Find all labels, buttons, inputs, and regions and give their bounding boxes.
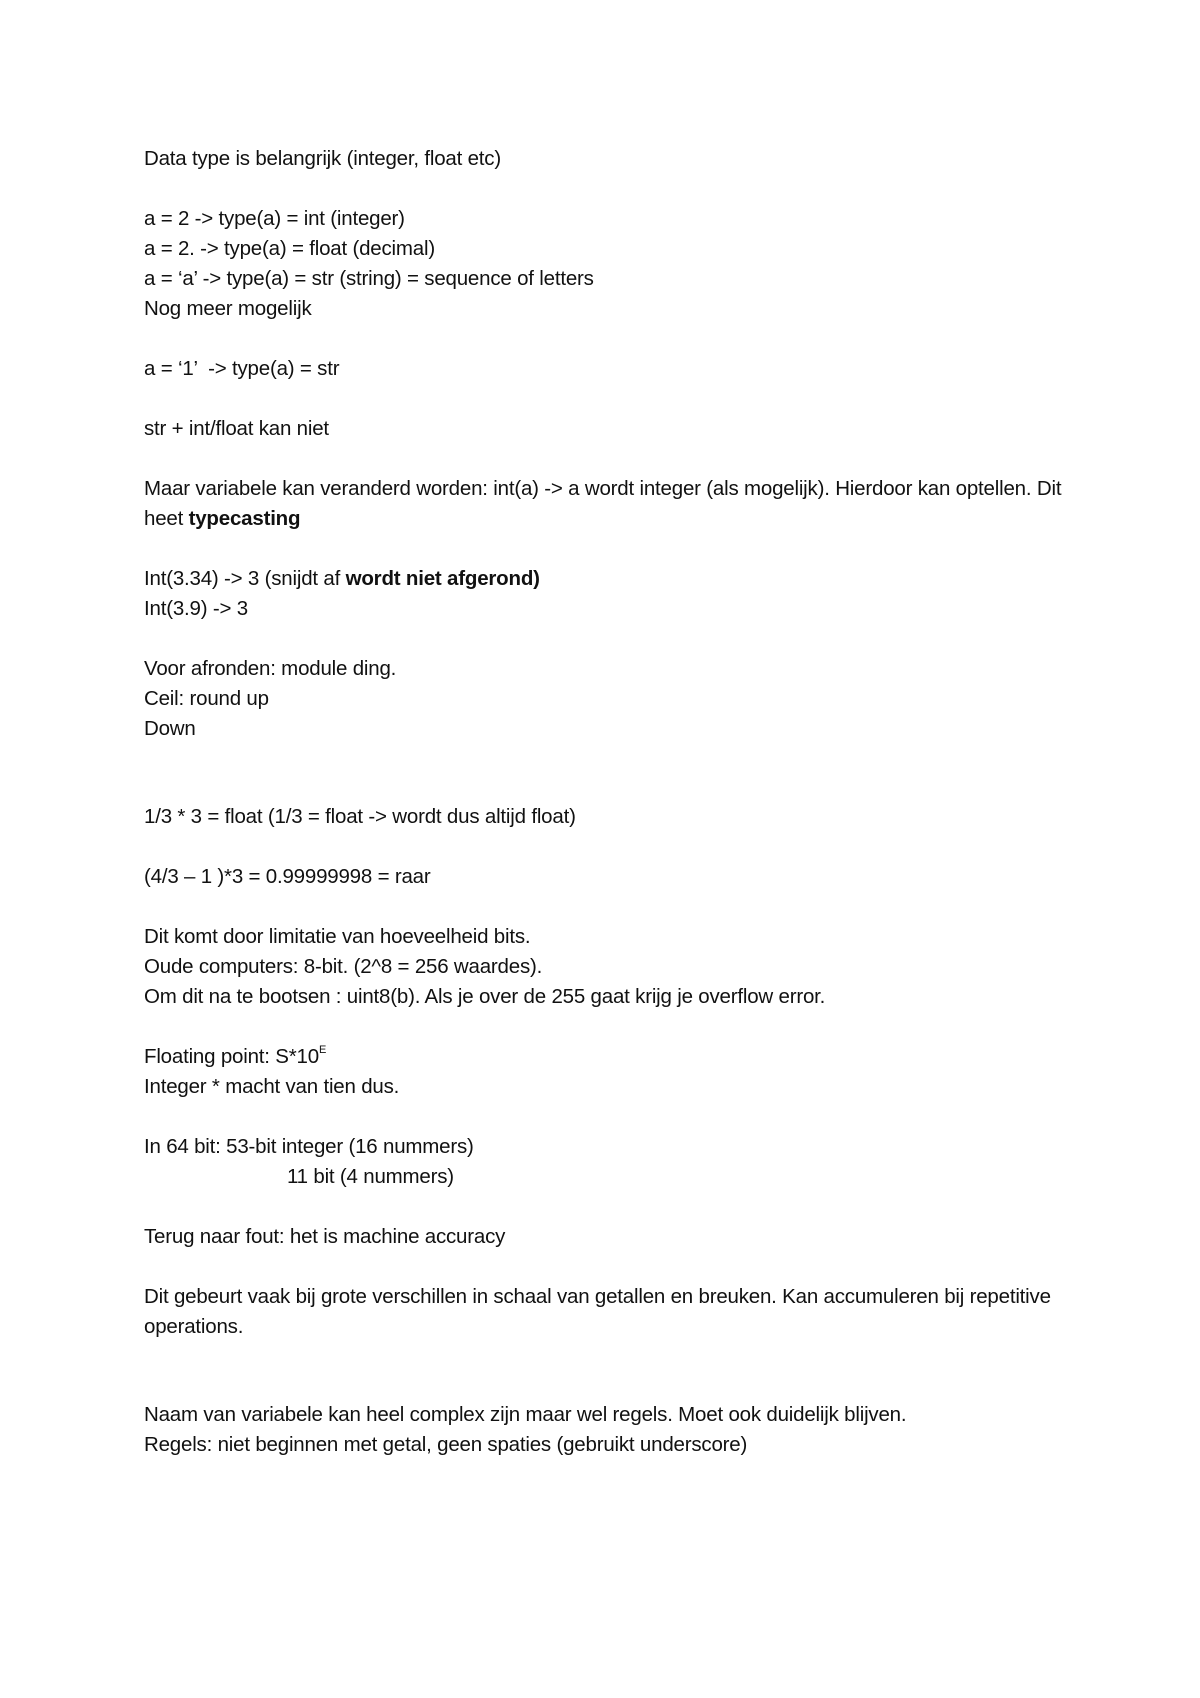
blank-line [144, 384, 1064, 414]
blank-line [144, 624, 1064, 654]
note-line: Nog meer mogelijk [144, 297, 312, 320]
note-line: Down [144, 717, 196, 740]
typecasting-term: typecasting [188, 507, 301, 530]
note-paragraph: Dit gebeurt vaak bij grote verschillen in schaal van getallen en breuken. Kan accumuleren bij repetitive operations. [144, 1285, 1051, 1338]
blank-line [144, 744, 1064, 802]
note-line: Dit komt door limitatie van hoeveelheid bits. [144, 925, 531, 948]
note-line: Terug naar fout: het is machine accuracy [144, 1225, 506, 1248]
floating-point-text: Floating point: S*10 [144, 1045, 319, 1068]
note-line: Ceil: round up [144, 687, 269, 710]
int-example-text: Int(3.34) -> 3 (snijdt af [144, 567, 346, 590]
typecasting-text: Maar variabele kan veranderd worden: int(a) -> a wordt integer (als mogelijk). Hierdoor kan optellen. Dit heet [144, 477, 1062, 530]
typecasting-paragraph [144, 474, 1064, 534]
note-line: a = ‘a’ -> type(a) = str (string) = sequence of letters [144, 267, 594, 290]
note-line: Om dit na te bootsen : uint8(b). Als je over de 255 gaat krijg je overflow error. [144, 985, 826, 1008]
blank-line [144, 324, 1064, 354]
indented-note-line: 11 bit (4 nummers) [287, 1165, 454, 1188]
blank-line [144, 1192, 1064, 1222]
note-line: Regels: niet beginnen met getal, geen spaties (gebruikt underscore) [144, 1433, 748, 1456]
note-line [144, 1042, 1064, 1072]
note-line: Integer * macht van tien dus. [144, 1075, 400, 1098]
note-line: a = 2. -> type(a) = float (decimal) [144, 237, 435, 260]
blank-line [144, 892, 1064, 922]
exponent-superscript: E [318, 1044, 327, 1057]
blank-line [144, 1342, 1064, 1400]
blank-line [144, 174, 1064, 204]
blank-line [144, 1102, 1064, 1132]
note-line: a = 2 -> type(a) = int (integer) [144, 207, 405, 230]
note-line: Oude computers: 8-bit. (2^8 = 256 waardes). [144, 955, 543, 978]
note-line [144, 564, 1064, 594]
note-line: Voor afronden: module ding. [144, 657, 397, 680]
note-line: str + int/float kan niet [144, 417, 329, 440]
heading-line: Data type is belangrijk (integer, float etc) [144, 147, 501, 170]
blank-line [144, 832, 1064, 862]
blank-line [144, 1252, 1064, 1282]
document-body [144, 144, 1064, 1460]
blank-line [144, 534, 1064, 564]
note-line: In 64 bit: 53-bit integer (16 nummers) [144, 1135, 474, 1158]
blank-line [144, 444, 1064, 474]
note-line: Int(3.9) -> 3 [144, 597, 248, 620]
blank-line [144, 1012, 1064, 1042]
int-example-emphasis: wordt niet afgerond) [345, 567, 540, 590]
note-line: 1/3 * 3 = float (1/3 = float -> wordt dus altijd float) [144, 805, 576, 828]
note-line: (4/3 – 1 )*3 = 0.99999998 = raar [144, 865, 431, 888]
note-line: Naam van variabele kan heel complex zijn maar wel regels. Moet ook duidelijk blijven. [144, 1403, 907, 1426]
note-line: a = ‘1’ -> type(a) = str [144, 357, 340, 380]
